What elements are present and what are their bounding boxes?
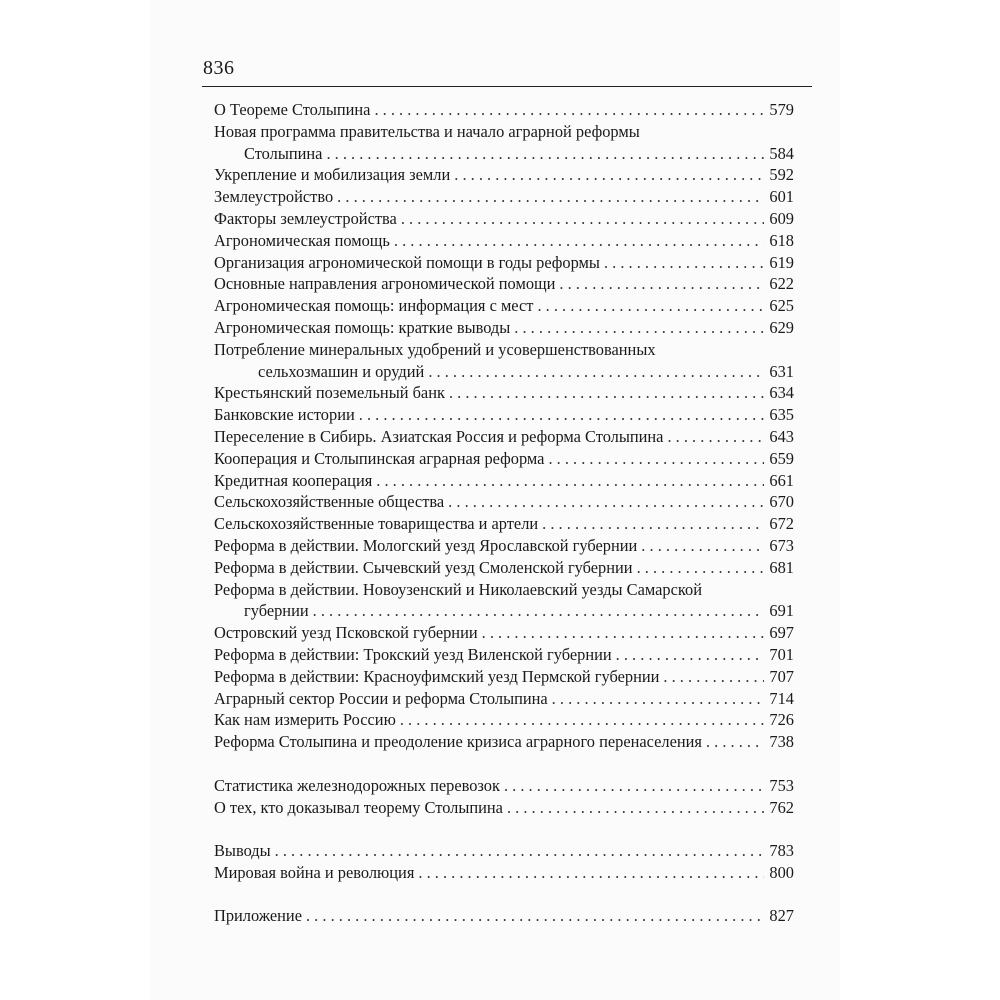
leader-dots <box>482 622 764 644</box>
toc-entry <box>214 535 794 557</box>
toc-entry <box>214 252 794 274</box>
toc-entry-title: Основные направления агрономической помощи <box>214 274 556 294</box>
toc-entry-page: 783 <box>769 841 794 861</box>
toc-entry <box>214 600 794 622</box>
spacer <box>214 753 794 775</box>
toc-entry-title: Островский уезд Псковской губернии <box>214 623 478 643</box>
leader-dots <box>275 840 764 862</box>
toc-entry-title-continued: губернии <box>244 601 309 621</box>
toc-entry <box>214 731 794 753</box>
toc-entry-page: 643 <box>769 426 794 446</box>
header-rule <box>202 86 812 87</box>
toc-entry-title: Реформа Столыпина и преодоление кризиса аграрного перенаселения <box>214 732 702 752</box>
toc-entry-title: Как нам измерить Россию <box>214 710 396 730</box>
toc-entry-page: 800 <box>769 862 794 882</box>
toc-entry <box>214 273 794 295</box>
leader-dots <box>448 491 764 513</box>
leader-dots <box>514 317 764 339</box>
toc-entry-page: 592 <box>769 165 794 185</box>
toc-entry <box>214 186 794 208</box>
spacer <box>214 818 794 840</box>
toc-entry <box>214 709 794 731</box>
leader-dots <box>418 862 764 884</box>
toc-entry <box>214 208 794 230</box>
toc-entry-title: Крестьянский поземельный банк <box>214 383 445 403</box>
toc-entry <box>214 382 794 404</box>
toc-entry-page: 634 <box>769 383 794 403</box>
toc-entry-title: Приложение <box>214 906 302 926</box>
toc-entry <box>214 622 794 644</box>
leader-dots <box>616 644 764 666</box>
toc-entry-page: 672 <box>769 514 794 534</box>
toc-entry-page: 753 <box>769 775 794 795</box>
toc-entry-title-continued: Столыпина <box>244 143 323 163</box>
toc-entry-title: Реформа в действии. Новоузенский и Николаевский уезды Самарской <box>214 579 702 599</box>
toc-entry-title: Реформа в действии: Трокский уезд Виленской губернии <box>214 644 612 664</box>
leader-dots <box>428 361 764 383</box>
toc-entry <box>214 797 794 819</box>
leader-dots <box>641 535 764 557</box>
toc-entry-title: Агрономическая помощь: информация с мест <box>214 296 534 316</box>
toc-entry-page: 661 <box>769 470 794 490</box>
leader-dots <box>400 709 764 731</box>
toc-entry-page: 691 <box>769 601 794 621</box>
toc-entry-page: 619 <box>769 252 794 272</box>
toc-entry-page: 625 <box>769 296 794 316</box>
toc-entry-page: 827 <box>769 906 794 926</box>
leader-dots <box>374 99 764 121</box>
leader-dots <box>394 230 764 252</box>
leader-dots <box>306 905 764 927</box>
leader-dots <box>706 731 764 753</box>
toc-entry <box>214 470 794 492</box>
toc-entry <box>214 361 794 383</box>
toc-entry <box>214 426 794 448</box>
toc-entry-title: Реформа в действии. Сычевский уезд Смоленской губернии <box>214 557 633 577</box>
leader-dots <box>604 252 764 274</box>
toc-entry-title: Землеустройство <box>214 187 334 207</box>
toc-entry <box>214 404 794 426</box>
toc-entry-title: Банковские истории <box>214 405 355 425</box>
toc-entry <box>214 644 794 666</box>
toc-entry-title-continued: сельхозмашин и орудий <box>258 361 425 381</box>
toc-entry-page: 609 <box>769 208 794 228</box>
toc-entry <box>214 230 794 252</box>
leader-dots <box>637 557 764 579</box>
toc-entry-page: 762 <box>769 797 794 817</box>
leader-dots <box>552 688 764 710</box>
toc-entry-title: Агрономическая помощь: краткие выводы <box>214 317 511 337</box>
toc-entry-page: 673 <box>769 535 794 555</box>
toc-entry <box>214 143 794 165</box>
toc-entry-page: 714 <box>769 688 794 708</box>
toc-entry-title: Укрепление и мобилизация земли <box>214 165 451 185</box>
leader-dots <box>359 404 764 426</box>
leader-dots <box>663 666 764 688</box>
toc-entry-title: Аграрный сектор России и реформа Столыпина <box>214 688 548 708</box>
toc-entry-page: 726 <box>769 710 794 730</box>
leader-dots <box>337 186 764 208</box>
toc-entry <box>214 905 794 927</box>
leader-dots <box>454 164 764 186</box>
leader-dots <box>504 775 764 797</box>
toc-entry-page: 622 <box>769 274 794 294</box>
toc-entry-title: О тех, кто доказывал теорему Столыпина <box>214 797 503 817</box>
toc-entry-title: Мировая война и революция <box>214 862 415 882</box>
toc-entry <box>214 99 794 121</box>
table-of-contents <box>214 99 794 927</box>
toc-entry-page: 697 <box>769 623 794 643</box>
toc-entry-title: Реформа в действии: Красноуфимский уезд Пермской губернии <box>214 666 660 686</box>
toc-entry-title: Факторы землеустройства <box>214 208 397 228</box>
toc-entry-page: 629 <box>769 317 794 337</box>
toc-entry-title: Выводы <box>214 841 271 861</box>
toc-entry-page: 618 <box>769 230 794 250</box>
leader-dots <box>401 208 764 230</box>
toc-entry-page: 707 <box>769 666 794 686</box>
page-number: 836 <box>203 57 235 79</box>
toc-entry-title: Агрономическая помощь <box>214 230 390 250</box>
toc-entry-page: 701 <box>769 644 794 664</box>
leader-dots <box>326 143 764 165</box>
toc-entry-title: Реформа в действии. Мологский уезд Ярославской губернии <box>214 535 638 555</box>
toc-entry-title: О Теореме Столыпина <box>214 100 371 119</box>
toc-entry-page: 659 <box>769 448 794 468</box>
leader-dots <box>537 295 764 317</box>
toc-entry <box>214 688 794 710</box>
toc-entry-title: Сельскохозяйственные общества <box>214 492 445 512</box>
toc-entry <box>214 164 794 186</box>
toc-entry-title: Организация агрономической помощи в годы реформы <box>214 252 600 272</box>
toc-entry-title: Кооперация и Столыпинская аграрная реформа <box>214 448 545 468</box>
spacer <box>214 884 794 906</box>
toc-entry <box>214 557 794 579</box>
toc-entry-page: 579 <box>769 100 794 119</box>
toc-entry-page: 635 <box>769 405 794 425</box>
leader-dots <box>507 797 764 819</box>
toc-entry-title: Кредитная кооперация <box>214 470 373 490</box>
leader-dots <box>548 448 764 470</box>
leader-dots <box>667 426 764 448</box>
leader-dots <box>376 470 764 492</box>
toc-entry-title: Сельскохозяйственные товарищества и артели <box>214 514 539 534</box>
toc-entry-title: Потребление минеральных удобрений и усовершенствованных <box>214 339 656 359</box>
toc-entry-page: 631 <box>769 361 794 381</box>
leader-dots <box>542 513 764 535</box>
leader-dots <box>449 382 764 404</box>
toc-entry <box>214 448 794 470</box>
toc-entry <box>214 295 794 317</box>
leader-dots <box>559 273 764 295</box>
toc-entry-page: 670 <box>769 492 794 512</box>
leader-dots <box>313 600 764 622</box>
toc-entry <box>214 775 794 797</box>
toc-entry <box>214 317 794 339</box>
toc-entry-title: Статистика железнодорожных перевозок <box>214 775 500 795</box>
toc-entry <box>214 491 794 513</box>
toc-entry-page: 601 <box>769 187 794 207</box>
toc-entry-page: 738 <box>769 732 794 752</box>
toc-entry-page: 584 <box>769 143 794 163</box>
toc-entry-title: Переселение в Сибирь. Азиатская Россия и реформа Столыпина <box>214 426 664 446</box>
toc-entry-page: 681 <box>769 557 794 577</box>
toc-entry <box>214 840 794 862</box>
toc-entry <box>214 862 794 884</box>
toc-entry-title: Новая программа правительства и начало аграрной реформы <box>214 121 640 141</box>
toc-entry <box>214 666 794 688</box>
toc-entry <box>214 513 794 535</box>
